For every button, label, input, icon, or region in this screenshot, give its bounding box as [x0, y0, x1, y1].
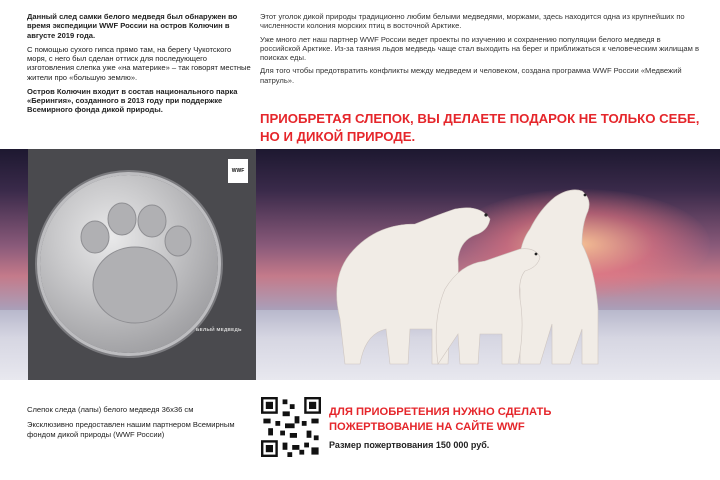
- info-paragraph-1: Этот уголок дикой природы традиционно любим белыми медведями, моржами, здесь находится одна из крупнейших по численности колония морских птиц в восточной Арктике.: [260, 12, 685, 31]
- polar-bears-illustration: [320, 169, 620, 369]
- right-info-column: [260, 12, 700, 89]
- caption-partner: Эксклюзивно предоставлен нашим партнером Всемирным фондом дикой природы (WWF России): [27, 420, 235, 439]
- left-intro-column: [27, 12, 252, 120]
- headline-line-1: ПРИОБРЕТАЯ СЛЕПОК, ВЫ ДЕЛАЕТЕ ПОДАРОК НЕ ТОЛЬКО СЕБЕ,: [260, 111, 700, 126]
- product-caption: [27, 405, 257, 445]
- intro-paragraph-1: Данный след самки белого медведя был обнаружен во время экспедиции WWF России на остров Колючин в августе 2019 года.: [27, 12, 238, 40]
- paw-cast-coin-icon: [40, 175, 218, 353]
- caption-size: Слепок следа (лапы) белого медведя 36x36 см: [27, 405, 194, 414]
- qr-code-icon[interactable]: [261, 397, 321, 457]
- polar-bear-banner: [0, 149, 720, 380]
- panel-title: БЕЛЫЙ МЕДВЕДЬ: [196, 327, 242, 332]
- paw-print-icon: [40, 175, 218, 353]
- donation-amount: Размер пожертвования 150 000 руб.: [329, 440, 490, 450]
- donation-line-1: ДЛЯ ПРИОБРЕТЕНИЯ НУЖНО СДЕЛАТЬ: [329, 406, 552, 418]
- info-paragraph-2: Уже много лет наш партнер WWF России ведет проекты по изучению и сохранению популяции белого медведя в российской Арктике. Из-за таяния льдов медведь чаще стал выходить на берег и приближаться к человеческим жилищам в поисках еды.: [260, 34, 699, 62]
- donation-line-2: ПОЖЕРТВОВАНИЕ НА САЙТЕ WWF: [329, 420, 525, 433]
- info-paragraph-3: Для того чтобы предотвратить конфликты между медведем и человеком, создана программа WWF России «Медвежий патруль».: [260, 66, 682, 85]
- intro-paragraph-2: С помощью сухого гипса прямо там, на берегу Чукотского моря, с него был сделан оттиск для последующего изготовления слепка уже «на материке» – так говорят местные жители про «большую землю».: [27, 44, 251, 82]
- panel-caption: [196, 327, 256, 333]
- donation-call-to-action: [329, 405, 669, 434]
- red-headline: [260, 110, 710, 146]
- intro-paragraph-3: Остров Колючин входит в состав национального парка «Берингия», созданного в 2013 году при поддержке Всемирного фонда дикой природы.: [27, 86, 238, 115]
- headline-line-2: НО И ДИКОЙ ПРИРОДЕ.: [260, 128, 416, 144]
- cast-product-panel: [28, 149, 256, 380]
- wwf-panda-logo-icon: WWF: [228, 159, 248, 183]
